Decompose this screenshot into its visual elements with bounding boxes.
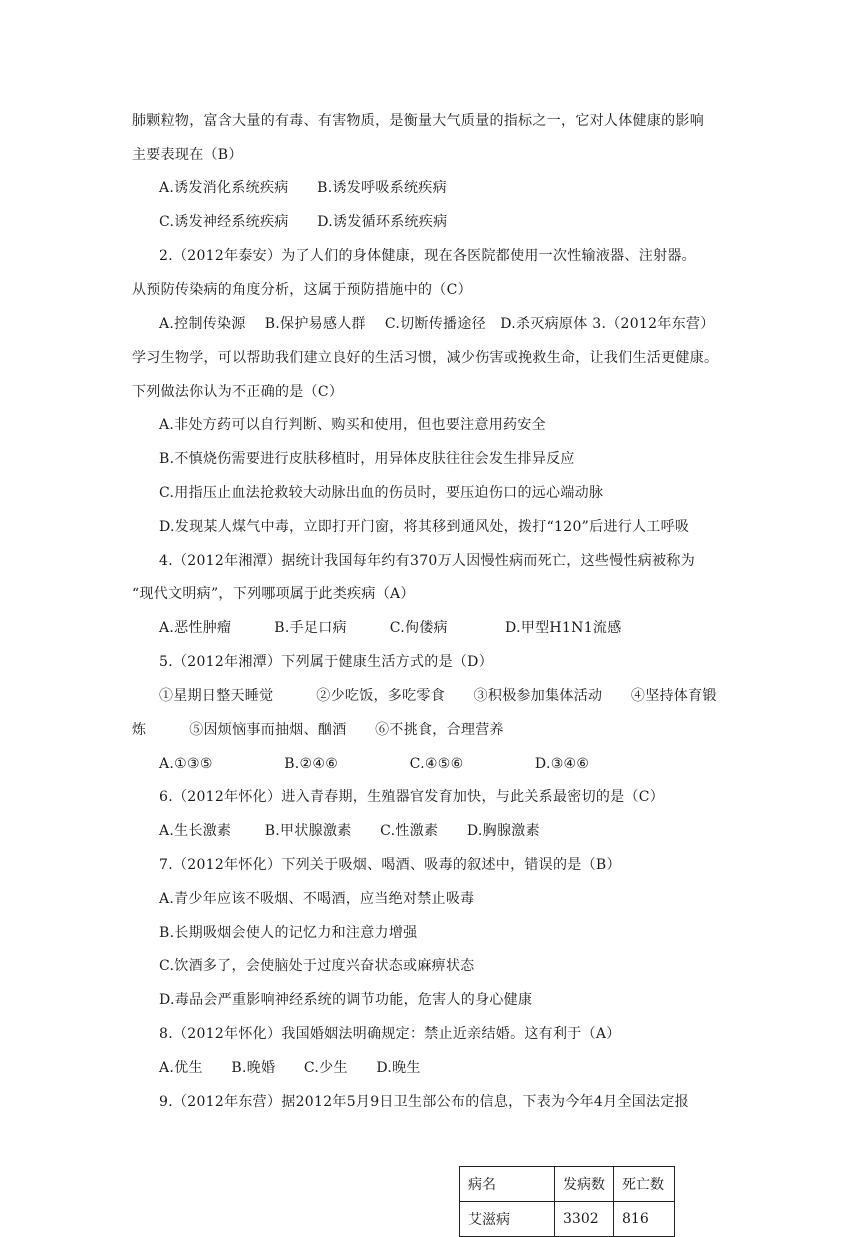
table-cell: 艾滋病 xyxy=(460,1202,555,1237)
text-line: 主要表现在（B） xyxy=(132,147,243,163)
option-line: A.青少年应该不吸烟、不喝酒，应当绝对禁止吸毒 xyxy=(159,891,475,907)
table-header-row xyxy=(460,1167,675,1202)
option-line: A.诱发消化系统疾病 B.诱发呼吸系统疾病 xyxy=(159,180,447,196)
text-line: ①星期日整天睡觉 ②少吃饭，多吃零食 ③积极参加集体活动 ④坚持体育锻 xyxy=(159,688,717,704)
table-cell: 3302 xyxy=(555,1202,614,1237)
table-row xyxy=(460,1202,675,1237)
text-line: 肺颗粒物，富含大量的有毒、有害物质，是衡量大气质量的指标之一，它对人体健康的影响 xyxy=(132,113,704,129)
question-6: 6.（2012年怀化）进入青春期，生殖器官发育加快，与此关系最密切的是（C） xyxy=(159,789,665,805)
question-7: 7.（2012年怀化）下列关于吸烟、喝酒、吸毒的叙述中，错误的是（B） xyxy=(159,857,621,873)
table-header-cell: 死亡数 xyxy=(614,1167,675,1202)
question-9: 9.（2012年东营）据2012年5月9日卫生部公布的信息，下表为今年4月全国法定报 xyxy=(159,1094,689,1110)
option-line: D.发现某人煤气中毒，立即打开门窗，将其移到通风处，拨打“120”后进行人工呼吸 xyxy=(159,519,690,535)
question-8: 8.（2012年怀化）我国婚姻法明确规定：禁止近亲结婚。这有利于（A） xyxy=(159,1026,621,1042)
text-line: “现代文明病”，下列哪项属于此类疾病（A） xyxy=(132,586,415,602)
question-5: 5.（2012年湘潭）下列属于健康生活方式的是（D） xyxy=(159,654,494,670)
text-line: 从预防传染病的角度分析，这属于预防措施中的（C） xyxy=(132,282,472,298)
disease-table xyxy=(459,1166,675,1237)
text-line: 炼 ⑤因烦恼事而抽烟、酗酒 ⑥不挑食，合理营养 xyxy=(132,722,504,738)
option-line: A.①③⑤ B.②④⑥ C.④⑤⑥ D.③④⑥ xyxy=(159,756,590,772)
option-line: C.诱发神经系统疾病 D.诱发循环系统疾病 xyxy=(159,214,448,230)
option-line: A.优生 B.晚婚 C.少生 D.晚生 xyxy=(159,1060,421,1076)
option-line: D.毒品会严重影响神经系统的调节功能，危害人的身心健康 xyxy=(159,992,533,1008)
text-line: 下列做法你认为不正确的是（C） xyxy=(132,384,344,400)
option-line: A.控制传染源 B.保护易感人群 C.切断传播途径 D.杀灭病原体 3.（2012年东营） xyxy=(159,316,715,332)
option-line: C.用指压止血法抢救较大动脉出血的伤员时，要压迫伤口的远心端动脉 xyxy=(159,485,604,501)
option-line: A.恶性肿瘤 B.手足口病 C.佝偻病 D.甲型H1N1流感 xyxy=(159,620,622,636)
table-cell: 816 xyxy=(614,1202,675,1237)
option-line: C.饮酒多了，会使脑处于过度兴奋状态或麻痹状态 xyxy=(159,958,475,974)
option-line: A.生长激素 B.甲状腺激素 C.性激素 D.胸腺激素 xyxy=(159,823,540,839)
table-header-cell: 病名 xyxy=(460,1167,555,1202)
table-header-cell: 发病数 xyxy=(555,1167,614,1202)
text-line: 学习生物学，可以帮助我们建立良好的生活习惯，减少伤害或挽救生命，让我们生活更健康。 xyxy=(132,350,719,366)
option-line: B.不慎烧伤需要进行皮肤移植时，用异体皮肤往往会发生排异反应 xyxy=(159,451,575,467)
question-4: 4.（2012年湘潭）据统计我国每年约有370万人因慢性病而死亡，这些慢性病被称为 xyxy=(159,553,696,569)
option-line: B.长期吸烟会使人的记忆力和注意力增强 xyxy=(159,925,418,941)
question-2: 2.（2012年泰安）为了人们的身体健康，现在各医院都使用一次性输液器、注射器。 xyxy=(159,248,696,264)
option-line: A.非处方药可以自行判断、购买和使用，但也要注意用药安全 xyxy=(159,417,546,433)
